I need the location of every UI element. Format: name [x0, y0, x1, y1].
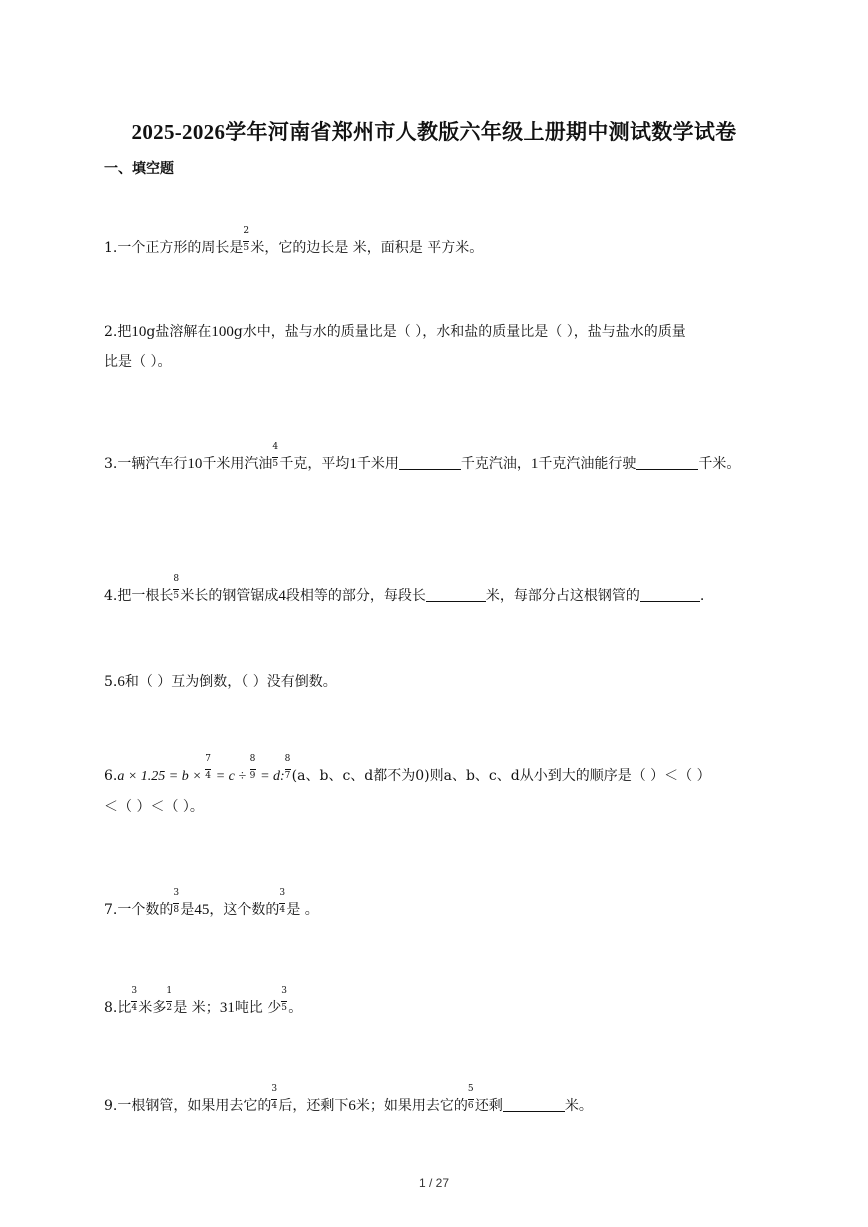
fraction: $\frac{7}{4}$: [205, 754, 211, 781]
question-1: 1.一个正方形的周长是 $\frac{2}{5}$ 米，它的边长是 米，面积是 平方米。: [104, 226, 484, 256]
question-8: 8.比 $\frac{3}{4}$ 米多 $\frac{1}{2}$ 是 米；31吨比 少 $\frac{3}{5}$ 。: [104, 986, 303, 1016]
fraction: $\frac{3}{4}$: [271, 1084, 278, 1111]
question-4: 4.把一根长 $\frac{8}{5}$ 米长的钢管锯成4段相等的部分，每段长 米，每部分占这根钢管的 .: [104, 574, 705, 604]
answer-blank[interactable]: [640, 587, 700, 602]
fraction: $\frac{8}{9}$: [249, 754, 256, 781]
answer-blank[interactable]: [503, 1097, 565, 1112]
fraction: $\frac{1}{2}$: [166, 986, 173, 1013]
section-heading: 一、填空题: [104, 161, 174, 177]
question-5: 5.6和（ ）互为倒数，（ ）没有倒数。: [104, 674, 337, 690]
fraction: $\frac{3}{5}$: [281, 986, 287, 1013]
question-9: 9.一根钢管，如果用去它的 $\frac{3}{4}$ 后，还剩下6米；如果用去它的 $\frac{5}{6}$ 还剩 米。: [104, 1084, 593, 1114]
fraction: $\frac{3}{4}$: [279, 888, 286, 915]
answer-blank[interactable]: [636, 455, 698, 470]
question-7: 7.一个数的 $\frac{3}{8}$ 是45，这个数的 $\frac{3}{4}$ 是 。: [104, 888, 319, 918]
question-6: 6.a × 1.25 = b × $\frac{7}{4}$ = c ÷ $\frac{8}{9}$ = d: $\frac{8}{7}$ (a、b、c、d都不为0)则a、b、c、d从小到大的顺序是（ ）＜（ ） ＜（ ）＜（ ）。: [104, 754, 711, 815]
fraction: $\frac{3}{4}$: [131, 986, 138, 1013]
answer-blank[interactable]: [399, 455, 461, 470]
fraction: $\frac{5}{6}$: [467, 1084, 474, 1111]
fraction: $\frac{8}{7}$: [284, 754, 291, 781]
question-3: 3.一辆汽车行10千米用汽油 $\frac{4}{5}$ 千克，平均1千米用 千克汽油，1千克汽油能行驶 千米。: [104, 442, 741, 472]
fraction: $\frac{4}{5}$: [272, 442, 279, 469]
page-title: 2025-2026学年河南省郑州市人教版六年级上册期中测试数学试卷: [131, 120, 737, 144]
question-2: 2.把10g盐溶解在100g水中，盐与水的质量比是（ ），水和盐的质量比是（ ），盐与盐水的质量 比是（ ）。: [104, 324, 686, 370]
fraction: $\frac{8}{5}$: [173, 574, 180, 601]
fraction: $\frac{2}{5}$: [243, 226, 250, 253]
page-number: 1 / 27: [418, 1176, 450, 1190]
answer-blank[interactable]: [426, 587, 486, 602]
fraction: $\frac{3}{8}$: [173, 888, 180, 915]
